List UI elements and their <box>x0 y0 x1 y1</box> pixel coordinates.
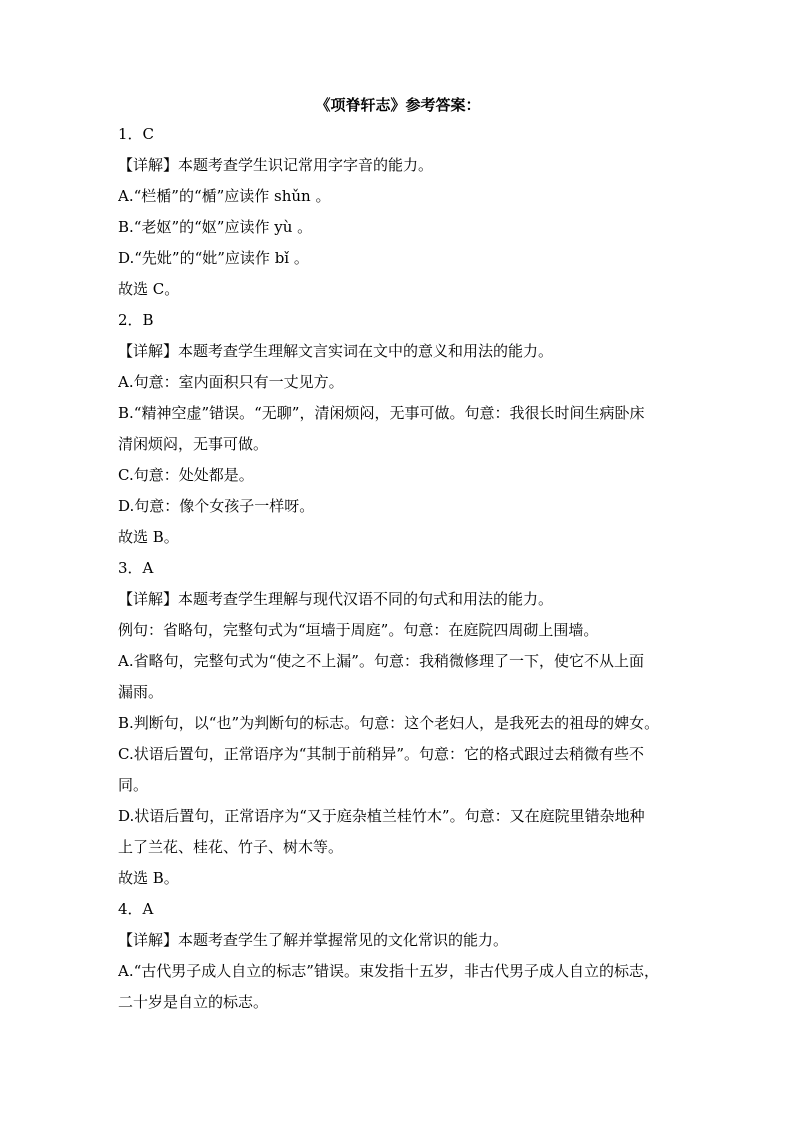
answer-3-option-c: C.状语后置句，正常语序为“其制于前稍异”。句意：它的格式跟过去稍微有些不 <box>118 745 645 763</box>
answer-3-conclusion: 故选 B。 <box>118 869 179 887</box>
answer-3-option-d: D.状语后置句，正常语序为“又于庭杂植兰桂竹木”。句意：又在庭院里错杂地种 <box>118 807 645 825</box>
answer-3-example: 例句：省略句，完整句式为“垣墙于周庭”。句意：在庭院四周砌上围墙。 <box>118 621 599 639</box>
answer-2-conclusion: 故选 B。 <box>118 528 179 546</box>
answer-1-conclusion: 故选 C。 <box>118 280 180 298</box>
answer-1-option-a: A.“栏楯”的“楯”应读作 shǔn 。 <box>118 187 331 205</box>
answer-2-option-b-continued: 清闲烦闷，无事可做。 <box>118 435 269 453</box>
answer-2-option-c: C.句意：处处都是。 <box>118 466 254 484</box>
answer-3-option-a-continued: 漏雨。 <box>118 683 164 701</box>
answer-body <box>118 119 678 1018</box>
answer-1-option-d: D.“先妣”的“妣”应读作 bǐ 。 <box>118 249 309 267</box>
answer-4-explanation: 【详解】本题考查学生了解并掌握常见的文化常识的能力。 <box>118 931 509 949</box>
answer-2-explanation: 【详解】本题考查学生理解文言实词在文中的意义和用法的能力。 <box>118 342 554 360</box>
answer-3-option-c-continued: 同。 <box>118 776 149 794</box>
answer-2-heading: 2．B <box>118 311 154 329</box>
document-title: 《项脊轩志》参考答案： <box>315 96 481 114</box>
answer-2-option-a: A.句意：室内面积只有一丈见方。 <box>118 373 344 391</box>
answer-3-explanation: 【详解】本题考查学生理解与现代汉语不同的句式和用法的能力。 <box>118 590 554 608</box>
answer-4-heading: 4．A <box>118 900 154 918</box>
answer-3-heading: 3．A <box>118 559 154 577</box>
answer-2-option-d: D.句意：像个女孩子一样呀。 <box>118 497 315 515</box>
answer-3-option-d-continued: 上了兰花、桂花、竹子、树木等。 <box>118 838 344 856</box>
answer-1-heading: 1．C <box>118 125 155 143</box>
answer-2-option-b: B.“精神空虚”错误。“无聊”，清闲烦闷，无事可做。句意：我很长时间生病卧床 <box>118 404 645 422</box>
answer-3-option-b: B.判断句，以“也”为判断句的标志。句意：这个老妇人，是我死去的祖母的婢女。 <box>118 714 660 732</box>
answer-1-explanation: 【详解】本题考查学生识记常用字字音的能力。 <box>118 156 434 174</box>
answer-document <box>118 92 678 1018</box>
answer-3-option-a: A.省略句，完整句式为“使之不上漏”。句意：我稍微修理了一下，使它不从上面 <box>118 652 644 670</box>
answer-4-option-a-continued: 二十岁是自立的标志。 <box>118 993 269 1011</box>
answer-1-option-b: B.“老妪”的“妪”应读作 yù 。 <box>118 218 313 236</box>
answer-4-option-a: A.“古代男子成人自立的标志”错误。束发指十五岁，非古代男子成人自立的标志， <box>118 962 659 980</box>
